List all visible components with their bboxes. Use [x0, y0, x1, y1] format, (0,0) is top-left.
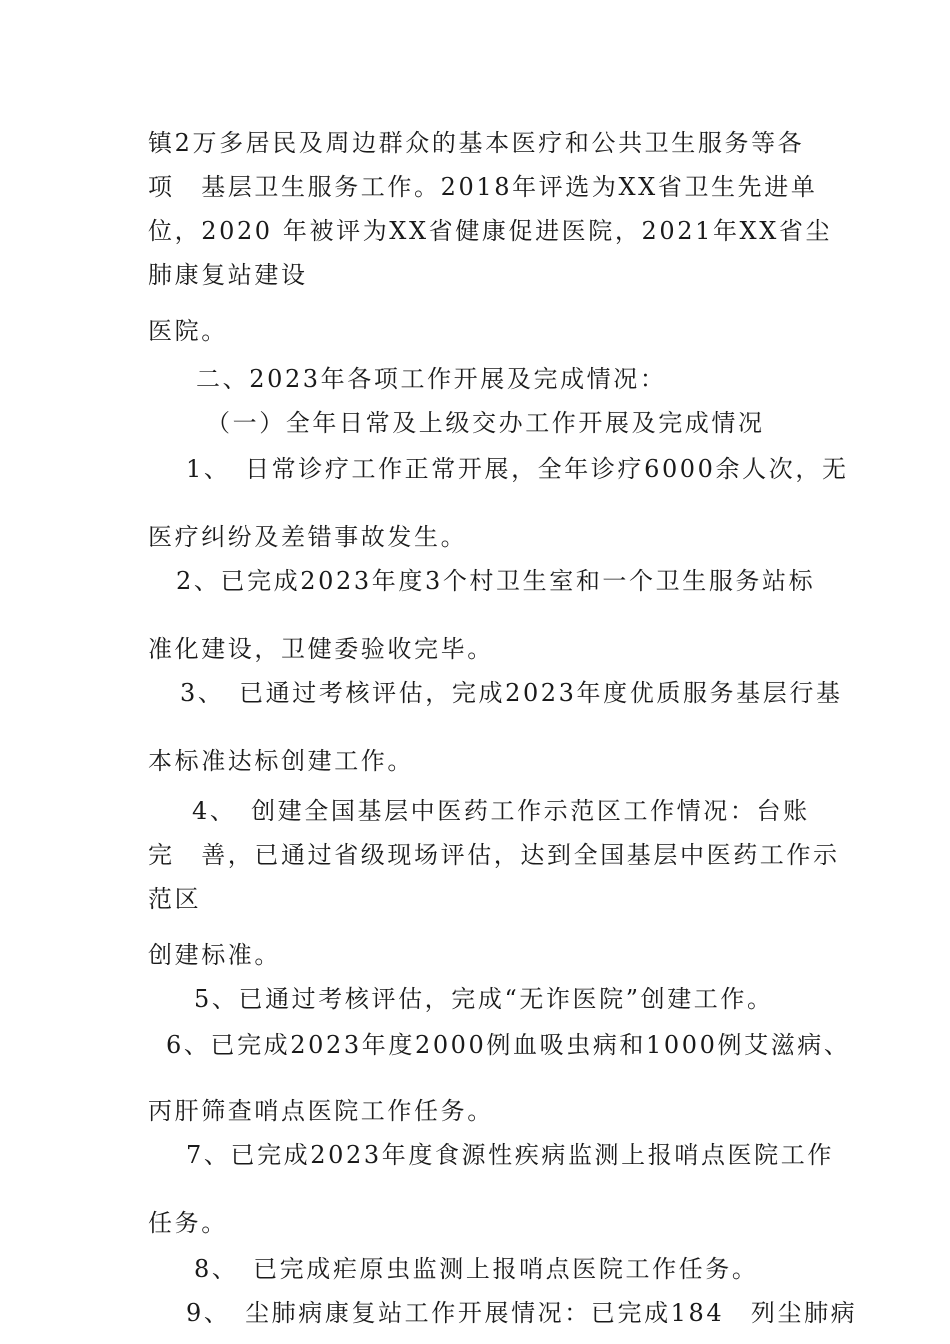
paragraph-line: 任务。: [148, 1209, 228, 1237]
paragraph-line: 医疗纠纷及差错事故发生。: [148, 523, 468, 551]
section-heading: 二、2023年各项工作开展及完成情况：: [196, 365, 667, 393]
paragraph-line: 准化建设，卫健委验收完毕。: [148, 635, 494, 663]
paragraph-line: 创建标准。: [148, 941, 281, 969]
paragraph-line: 镇2万多居民及周边群众的基本医疗和公共卫生服务等各: [148, 129, 805, 157]
list-item-1: 1、 日常诊疗工作正常开展，全年诊疗6000余人次，无: [186, 455, 849, 483]
paragraph-line: 完 善，已通过省级现场评估，达到全国基层中医药工作示: [148, 841, 840, 869]
list-item-6: 6、已完成2023年度2000例血吸虫病和1000例艾滋病、: [166, 1031, 851, 1059]
paragraph-line: 医院。: [148, 317, 228, 345]
list-item-4: 4、 创建全国基层中医药工作示范区工作情况：台账: [192, 797, 810, 825]
paragraph-line: 项 基层卫生服务工作。2018年评选为XX省卫生先进单: [148, 173, 818, 201]
paragraph-line: 丙肝筛查哨点医院工作任务。: [148, 1097, 494, 1125]
list-item-9: 9、 尘肺病康复站工作开展情况：已完成184 列尘肺病: [186, 1299, 858, 1327]
list-item-3: 3、 已通过考核评估，完成2023年度优质服务基层行基: [180, 679, 843, 707]
paragraph-line: 本标准达标创建工作。: [148, 747, 414, 775]
paragraph-line: 肺康复站建设: [148, 261, 308, 289]
list-item-2: 2、已完成2023年度3个村卫生室和一个卫生服务站标: [176, 567, 816, 595]
list-item-5: 5、已通过考核评估，完成“无诈医院”创建工作。: [194, 985, 774, 1013]
subsection-heading: （一）全年日常及上级交办工作开展及完成情况: [206, 409, 765, 437]
list-item-7: 7、已完成2023年度食源性疾病监测上报哨点医院工作: [186, 1141, 834, 1169]
list-item-8: 8、 已完成疟原虫监测上报哨点医院工作任务。: [194, 1255, 759, 1283]
paragraph-line: 位，2020 年被评为XX省健康促进医院，2021年XX省尘: [148, 217, 833, 245]
paragraph-line: 范区: [148, 885, 202, 913]
